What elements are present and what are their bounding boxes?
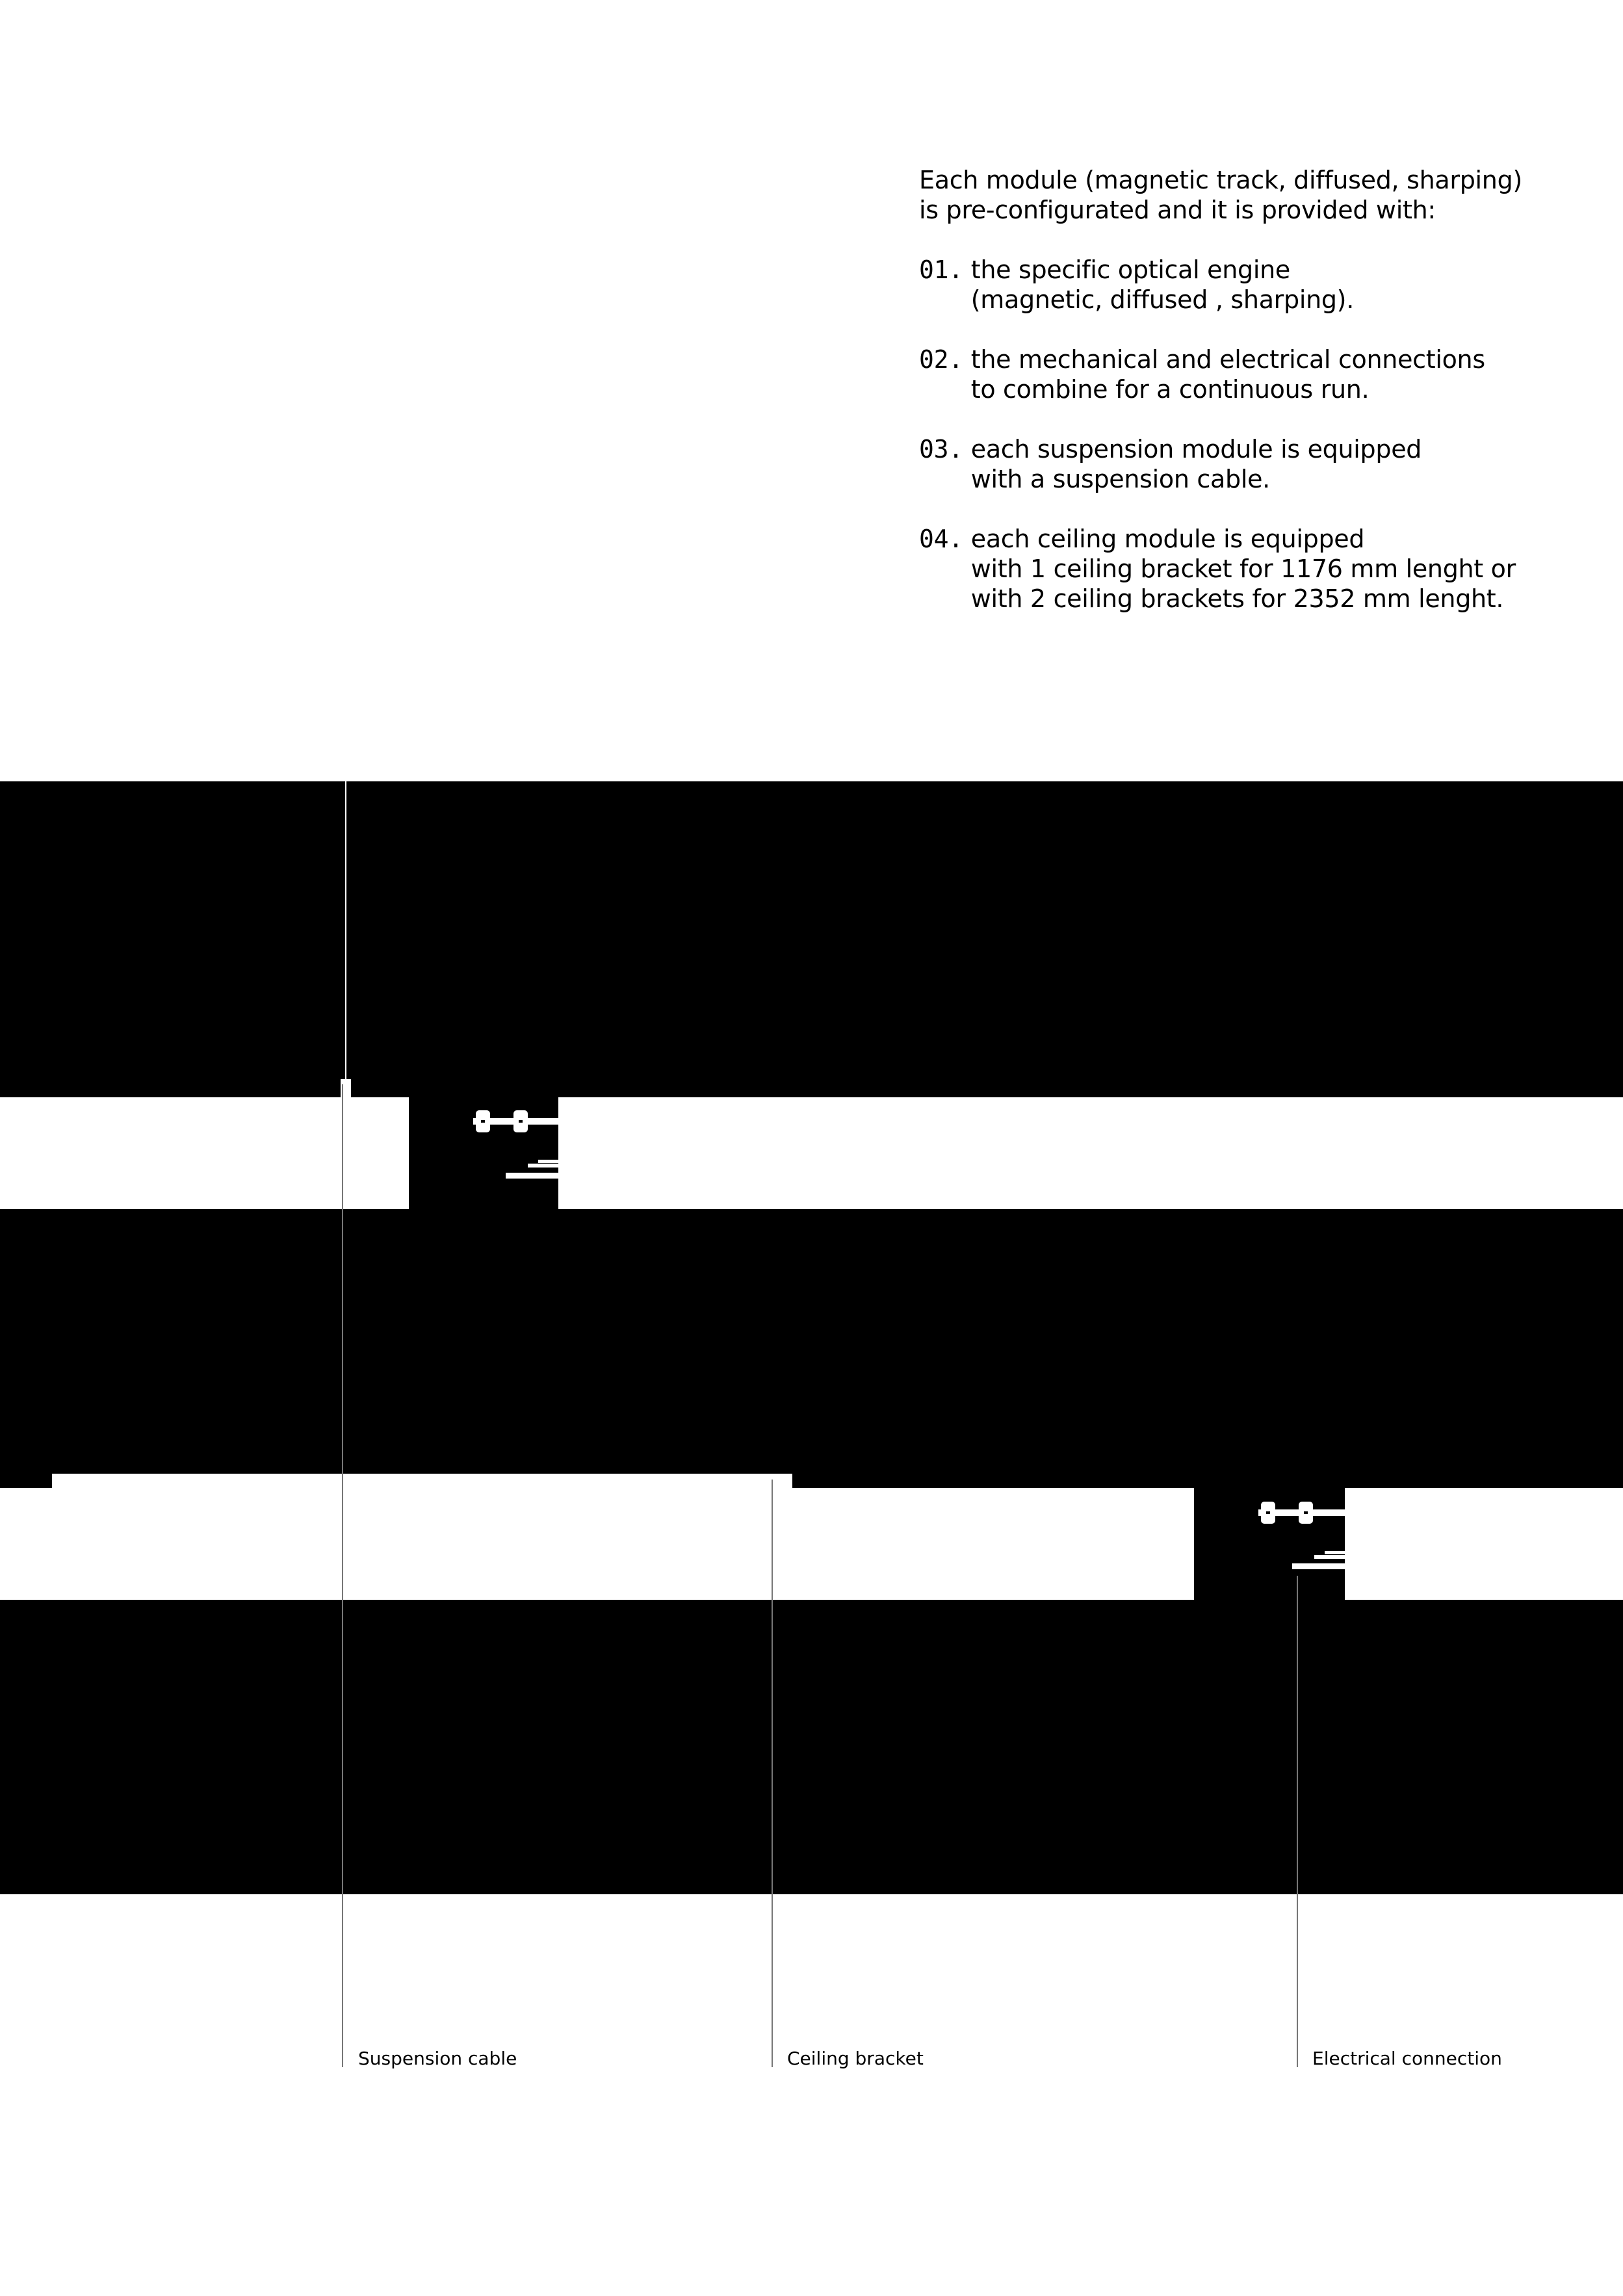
- leader-line-electrical-connection: [1297, 1576, 1298, 2067]
- intro-paragraph: [919, 165, 1595, 225]
- list-item-01: [919, 255, 1595, 315]
- item-number: 02.: [919, 345, 963, 374]
- item-line: with 1 ceiling bracket for 1176 mm lenght or: [970, 554, 1516, 583]
- intro-line-1: Each module (magnetic track, diffused, sharping): [919, 166, 1522, 194]
- item-line: with 2 ceiling brackets for 2352 mm lenght.: [970, 584, 1504, 613]
- item-line: with a suspension cable.: [970, 465, 1270, 493]
- list-item-02: [919, 345, 1595, 404]
- ceiling-bracket: [52, 1474, 792, 1488]
- item-number: 04.: [919, 525, 963, 553]
- item-line: the mechanical and electrical connections: [970, 345, 1485, 374]
- ceiling-module-profile: [0, 1488, 1623, 1600]
- item-text: [971, 434, 1422, 494]
- item-line: to combine for a continuous run.: [970, 375, 1370, 404]
- label-ceiling-bracket: Ceiling bracket: [787, 2048, 924, 2069]
- intro-text-block: [919, 165, 1595, 614]
- item-number: 01.: [919, 255, 963, 284]
- item-text: [971, 524, 1516, 614]
- item-line: (magnetic, diffused , sharping).: [970, 285, 1354, 314]
- intro-line-2: is pre-configurated and it is provided with:: [919, 196, 1436, 224]
- leader-line-suspension-cable: [342, 1084, 343, 2067]
- item-text: [971, 345, 1485, 404]
- label-electrical-connection: Electrical connection: [1312, 2048, 1502, 2069]
- suspension-cable: [345, 781, 346, 1079]
- illustration-background: [0, 781, 1623, 1894]
- item-line: each suspension module is equipped: [970, 435, 1422, 463]
- list-item-03: [919, 434, 1595, 494]
- label-suspension-cable: Suspension cable: [358, 2048, 517, 2069]
- item-text: [971, 255, 1354, 315]
- item-number: 03.: [919, 435, 963, 463]
- suspension-module-profile: [0, 1097, 1623, 1209]
- item-line: each ceiling module is equipped: [970, 525, 1365, 553]
- leader-line-ceiling-bracket: [772, 1480, 773, 2067]
- list-item-04: [919, 524, 1595, 614]
- item-line: the specific optical engine: [970, 255, 1290, 284]
